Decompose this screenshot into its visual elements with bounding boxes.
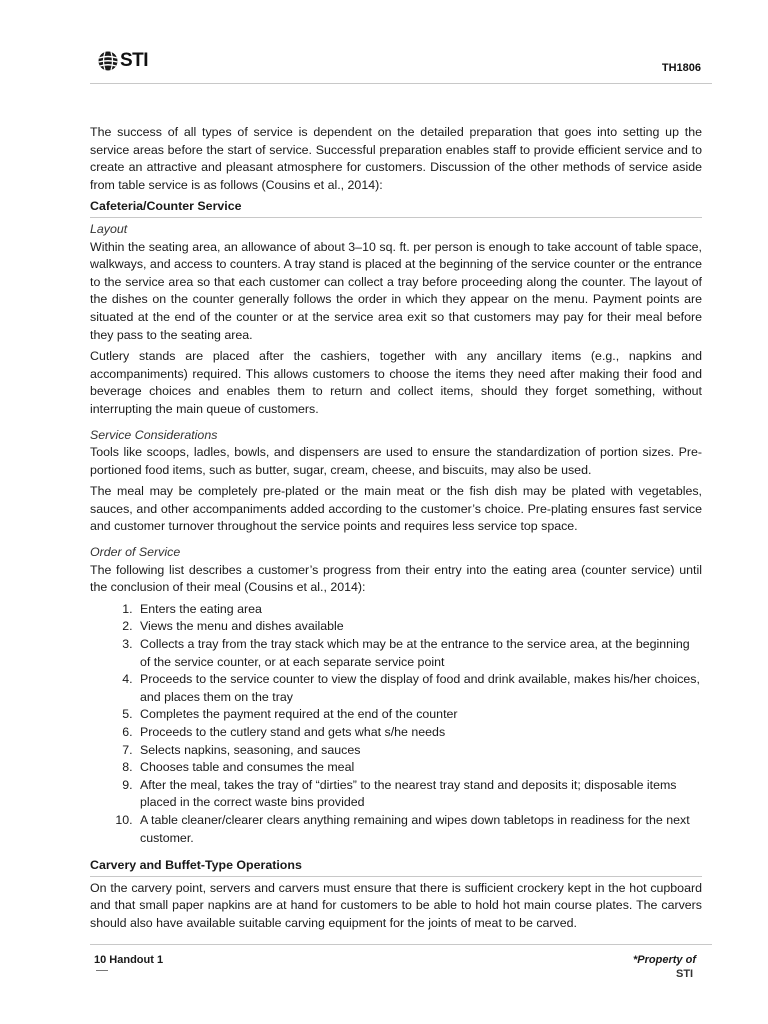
document-body — [90, 124, 702, 937]
layout-paragraph-1: Within the seating area, an allowance of about 3–10 sq. ft. per person is enough to take account of table space, walkways, and access to counters. A tray stand is placed at the beginning of the service counter or the entrance to the service area so that each customer can collect a tray before proceeding along the counter. The layout of the dishes on the counter generally follows the order in which they appear on the menu. Payment points are situated at the end of the counter or at the service area exit so that customers may pay for their meal before they pass to the seating area. — [90, 239, 702, 342]
logo-text: STI — [120, 50, 149, 71]
document-code: TH1806 — [661, 62, 701, 74]
list-item: 10. A table cleaner/clearer clears anything remaining and wipes down tabletops in readiness for the next customer. — [136, 812, 702, 847]
service-paragraph-1: Tools like scoops, ladles, bowls, and dispensers are used to ensure the standardization of portion sizes. Pre-portioned food items, such as butter, sugar, cream, cheese, and biscuits, may also be used. — [90, 445, 702, 477]
section-divider — [90, 217, 702, 218]
list-item: 9. After the meal, takes the tray of “dirties” to the nearest tray stand and deposits it; disposable items placed in the correct waste bins provided — [136, 777, 702, 812]
order-of-service-list — [90, 601, 702, 847]
header-divider — [90, 83, 712, 84]
footer-divider — [90, 944, 712, 945]
footer-handout-label: 10 Handout 1 — [94, 954, 164, 966]
section-divider — [90, 876, 702, 877]
layout-paragraph-2: Cutlery stands are placed after the cashiers, together with any ancillary items (e.g., napkins and accompaniments) required. This allows customers to choose the items they need after making their food and beverage choices and enables them to return and collect items, should they forget something, without interrupting the main queue of customers. — [90, 349, 702, 416]
subheading-service-considerations: Service Considerations — [90, 427, 218, 442]
section-heading-cafeteria: Cafeteria/Counter Service — [90, 199, 242, 214]
carvery-paragraph: On the carvery point, servers and carvers must ensure that there is sufficient crockery kept in the hot cupboard and that small paper napkins are at hand for customers to be able to hold hot main course plates. The carvers should also have available suitable carving equipment for the joints of meat to be carved. — [90, 880, 702, 930]
section-heading-carvery: Carvery and Buffet-Type Operations — [90, 858, 302, 873]
globe-icon — [97, 50, 119, 72]
list-item: 2. Views the menu and dishes available — [136, 618, 702, 636]
subheading-order-of-service: Order of Service — [90, 545, 181, 560]
intro-paragraph: The success of all types of service is dependent on the detailed preparation that goes into setting up the service areas before the start of service. Successful preparation enables staff to provide efficient service and to create an attractive and pleasant atmosphere for customers. Discussion of the other methods of service aside from table service is as follows (Cousins et al., 2014): — [90, 125, 702, 192]
list-item: 8. Chooses table and consumes the meal — [136, 759, 702, 777]
list-item: 6. Proceeds to the cutlery stand and gets what s/he needs — [136, 724, 702, 742]
sti-logo — [97, 50, 148, 72]
subheading-layout: Layout — [90, 221, 128, 236]
footer-cut-mark — [96, 970, 108, 975]
order-intro-paragraph: The following list describes a customer’s progress from their entry into the eating area (counter service) until the conclusion of their meal (Cousins et al., 2014): — [90, 562, 702, 595]
list-item: 4. Proceeds to the service counter to view the display of food and drink available, makes his/her choices, and places them on the tray — [136, 671, 702, 706]
footer-property-label: *Property of — [633, 954, 696, 966]
service-paragraph-2: The meal may be completely pre-plated or the main meat or the fish dish may be plated with vegetables, sauces, and other accompaniments added according to the customer’s choice. Pre-plating ensures fast service and customer turnover throughout the service points and requires less service top space. — [90, 484, 702, 534]
list-item: 5. Completes the payment required at the end of the counter — [136, 706, 702, 724]
list-item: 3. Collects a tray from the tray stack which may be at the entrance to the service area, at the beginning of the service counter, or at each separate service point — [136, 636, 702, 671]
footer-property-cut: STI — [676, 968, 694, 980]
list-item: 7. Selects napkins, seasoning, and sauces — [136, 742, 702, 760]
list-item: 1. Enters the eating area — [136, 601, 702, 619]
